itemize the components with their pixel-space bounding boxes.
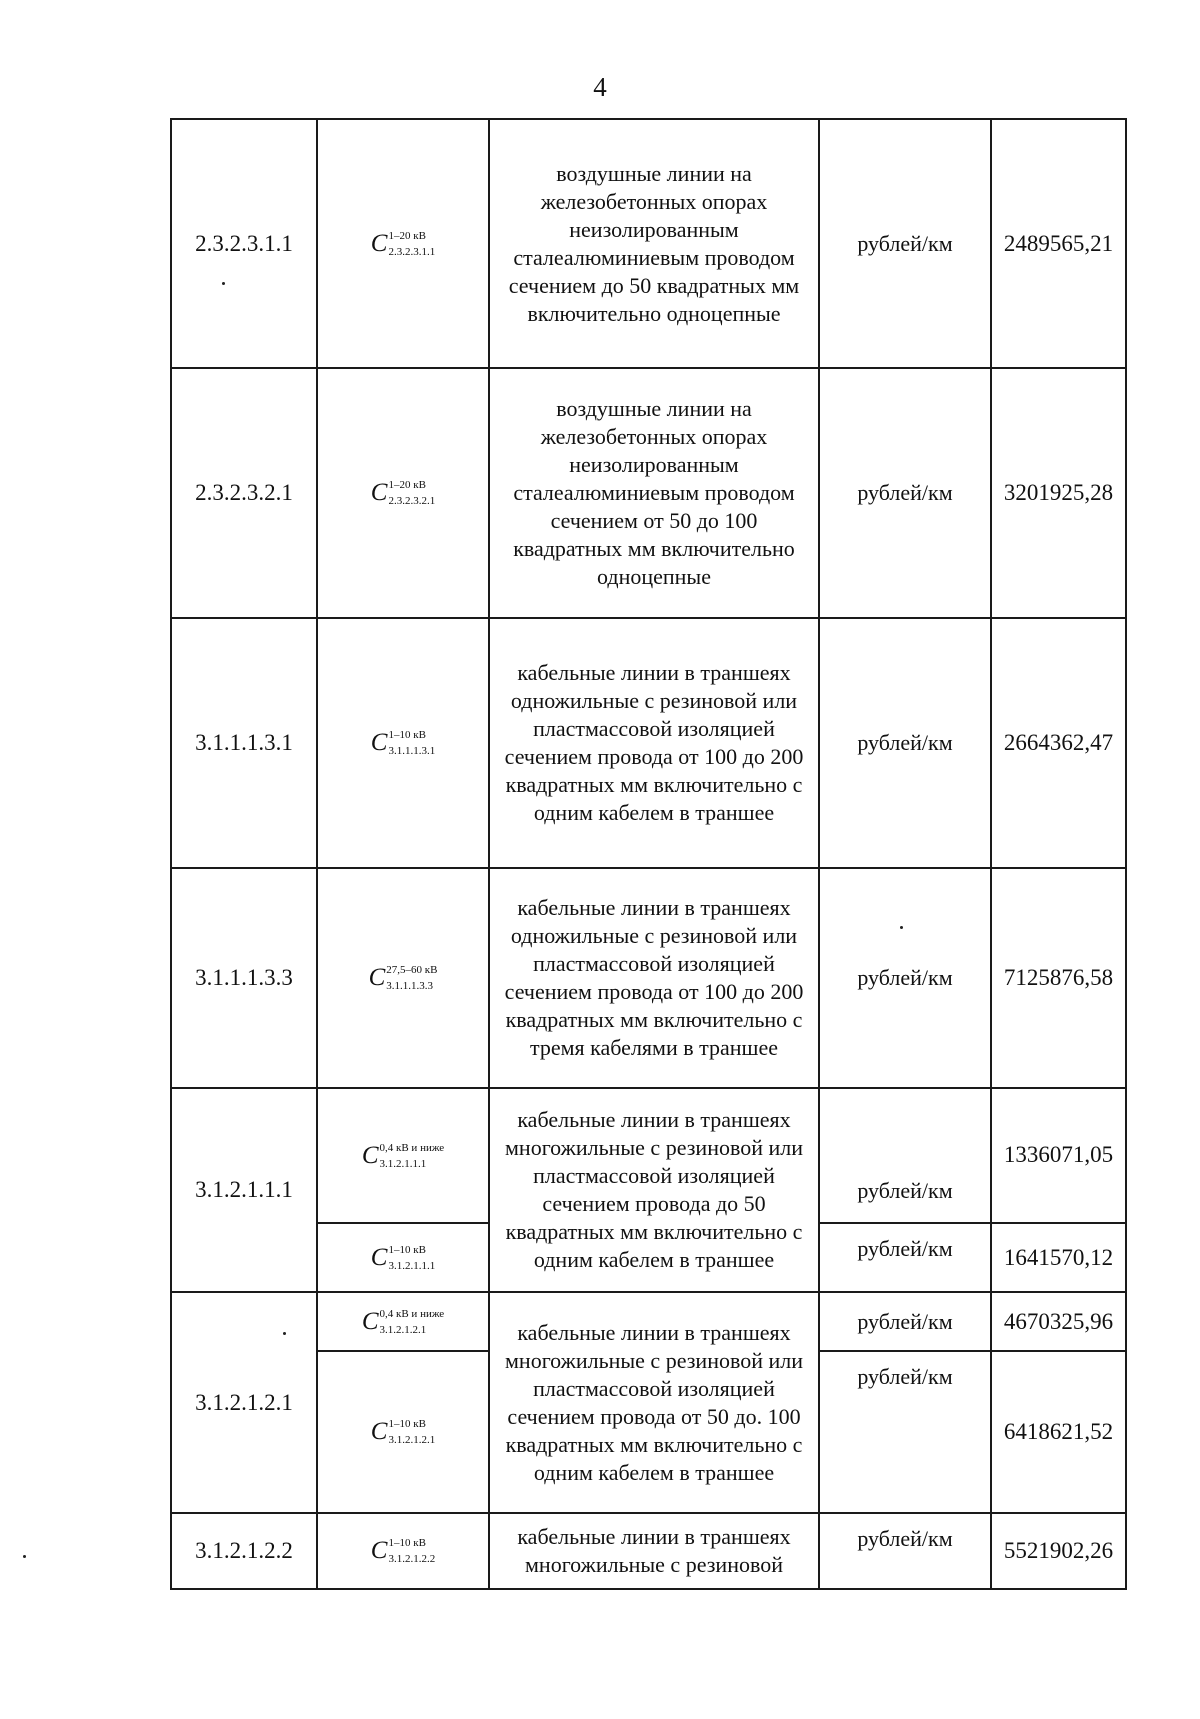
row-unit: рублей/км	[857, 480, 953, 505]
scan-speck	[23, 1555, 26, 1558]
tariff-symbol	[318, 1224, 488, 1291]
tariff-symbol	[318, 1293, 488, 1350]
symbol-sub: 2.3.2.3.1.1	[388, 245, 436, 258]
row-code: 3.1.2.1.1.1	[195, 1177, 293, 1202]
row-code: 2.3.2.3.1.1	[195, 230, 293, 256]
row-code: 3.1.1.1.3.3	[195, 965, 293, 990]
row-value: 2664362,47	[1003, 730, 1114, 755]
row-unit: рублей/км	[857, 965, 953, 990]
symbol-sub: 2.3.2.3.2.1	[388, 495, 436, 507]
symbol-sub: 3.1.2.1.2.1	[388, 1434, 436, 1446]
row-code: 2.3.2.3.2.1	[195, 480, 293, 505]
row-code: 3.1.2.1.2.1	[195, 1389, 293, 1415]
row-value: 4670325,96	[1003, 1308, 1114, 1334]
row-value: 6418621,52	[1003, 1419, 1114, 1444]
tariff-symbol	[318, 369, 488, 617]
row-unit: рублей/км	[857, 230, 953, 256]
tariff-symbol	[318, 1514, 488, 1588]
scan-speck	[222, 282, 225, 285]
row-unit: рублей/км	[857, 730, 953, 755]
row-unit: рублей/км	[857, 1526, 953, 1551]
symbol-sup: 0,4 кВ и ниже	[379, 1141, 445, 1154]
symbol-sub: 3.1.2.1.2.1	[379, 1323, 427, 1336]
row-description: кабельные линии в траншеях одножильные с резиновой или пластмассовой изоляцией сечением провода от 100 до 200 квадратных мм включительно с одним кабелем в траншее	[504, 660, 804, 825]
symbol-base: C	[368, 964, 386, 991]
table-border-right	[1125, 118, 1127, 1590]
row-code: 3.1.2.1.2.2	[195, 1538, 293, 1563]
row-value: 1336071,05	[1003, 1142, 1114, 1167]
row-description: кабельные линии в траншеях многожильные с резиновой	[517, 1524, 791, 1577]
symbol-base: C	[370, 1537, 388, 1564]
row-description: кабельные линии в траншеях многожильные с резиновой или пластмассовой изоляцией сечением провода от 50 до. 100 квадратных мм включительно с одним кабелем в траншее	[505, 1319, 803, 1485]
scan-speck	[283, 1332, 286, 1335]
row-unit: рублей/км	[857, 1236, 953, 1261]
symbol-sup: 27,5–60 кВ	[386, 964, 438, 976]
table-border-bottom	[170, 1588, 1127, 1590]
tariff-symbol	[318, 1352, 488, 1512]
symbol-base: C	[370, 1243, 388, 1271]
row-description: воздушные линии на железобетонных опорах неизолированным сталеалюминиевым проводом сечением от 50 до 100 квадратных мм включительно одноцепные	[513, 396, 795, 589]
symbol-base: C	[370, 229, 388, 257]
row-unit: рублей/км	[857, 1364, 953, 1389]
symbol-sub: 3.1.2.1.2.2	[388, 1553, 436, 1565]
symbol-base: C	[370, 479, 388, 506]
symbol-sub: 3.1.1.1.3.1	[388, 745, 436, 757]
symbol-sup: 1–20 кВ	[388, 479, 426, 491]
symbol-sup: 0,4 кВ и ниже	[379, 1307, 445, 1320]
symbol-sup: 1–10 кВ	[388, 1537, 426, 1549]
row-value: 1641570,12	[1003, 1244, 1114, 1270]
tariff-symbol	[318, 1089, 488, 1222]
row-value: 7125876,58	[1003, 965, 1114, 990]
row-value: 3201925,28	[1003, 480, 1114, 505]
symbol-base: C	[361, 1141, 379, 1169]
row-unit: рублей/км	[857, 1178, 953, 1203]
symbol-sup: 1–10 кВ	[388, 729, 426, 741]
row-description: воздушные линии на железобетонных опорах неизолированным сталеалюминиевым проводом сечением до 50 квадратных мм включительно одноцепные	[508, 160, 800, 326]
symbol-sup: 1–10 кВ	[388, 1243, 426, 1256]
row-description: кабельные линии в траншеях одножильные с резиновой или пластмассовой изоляцией сечением провода от 100 до 200 квадратных мм включительно с тремя кабелями в траншее	[504, 895, 804, 1060]
symbol-sub: 3.1.2.1.1.1	[379, 1157, 427, 1170]
tariff-symbol	[318, 619, 488, 867]
symbol-sup: 1–10 кВ	[388, 1418, 426, 1430]
scan-speck	[900, 926, 903, 929]
symbol-base: C	[370, 729, 388, 756]
row-value: 5521902,26	[1003, 1538, 1114, 1563]
row-value: 2489565,21	[1003, 230, 1114, 256]
row-unit: рублей/км	[857, 1308, 953, 1334]
symbol-base: C	[361, 1307, 379, 1335]
row-code: 3.1.1.1.3.1	[195, 730, 293, 755]
symbol-base: C	[370, 1418, 388, 1445]
row-description: кабельные линии в траншеях многожильные с резиновой или пластмассовой изоляцией сечением провода до 50 квадратных мм включительно с одним кабелем в траншее	[505, 1107, 803, 1272]
page-number: 4	[593, 72, 607, 102]
symbol-sup: 1–20 кВ	[388, 229, 426, 242]
tariff-symbol	[318, 120, 488, 367]
tariff-symbol	[318, 869, 488, 1087]
symbol-sub: 3.1.2.1.1.1	[388, 1259, 436, 1272]
symbol-sub: 3.1.1.1.3.3	[386, 980, 433, 992]
